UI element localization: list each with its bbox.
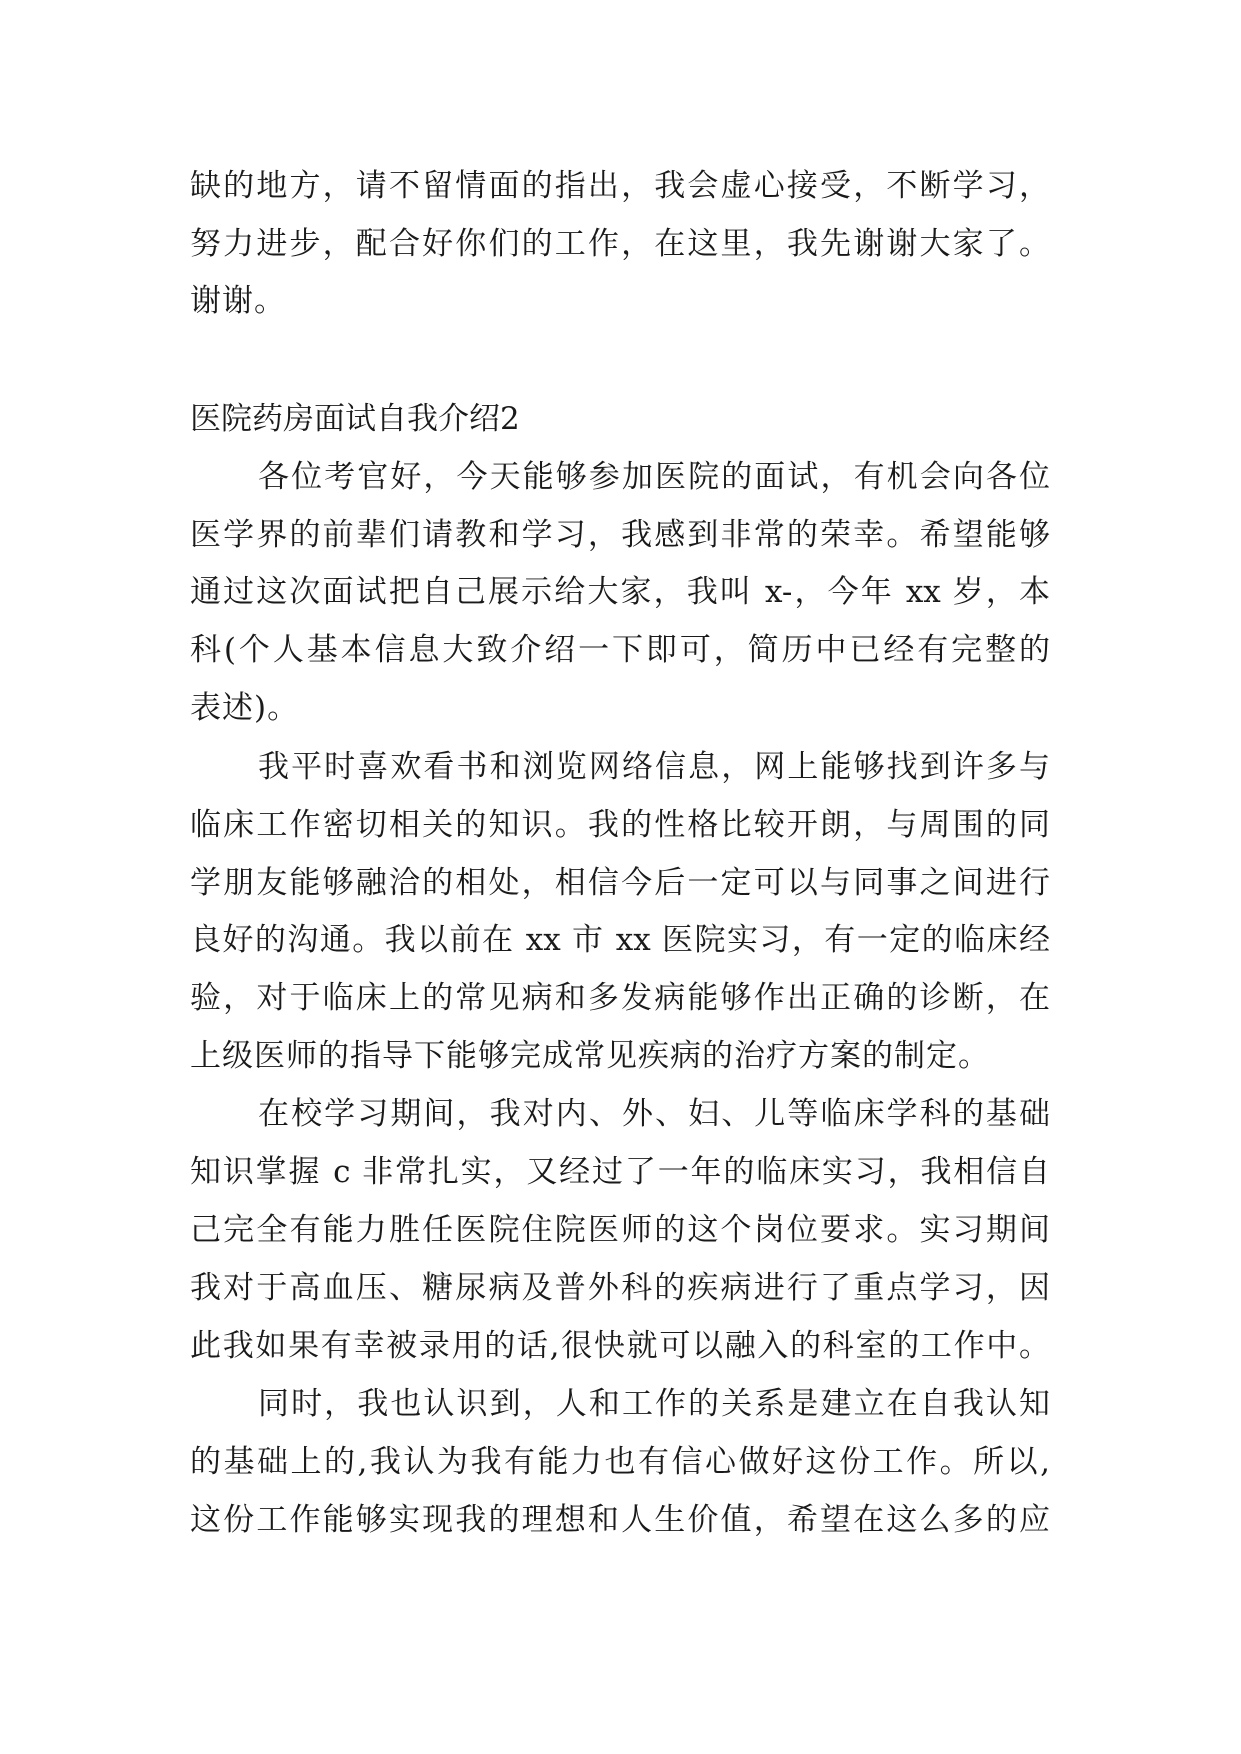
text-line: 这份工作能够实现我的理想和人生价值，希望在这么多的应 <box>190 1502 1050 1538</box>
text-line: 己完全有能力胜任医院住院医师的这个岗位要求。实习期间 <box>190 1212 1050 1248</box>
text-line: 缺的地方，请不留情面的指出，我会虚心接受，不断学习， <box>190 168 1050 204</box>
text-line: 我平时喜欢看书和浏览网络信息，网上能够找到许多与 <box>258 749 1050 785</box>
text-line: 学朋友能够融洽的相处，相信今后一定可以与同事之间进行 <box>190 865 1050 901</box>
text-line: 各位考官好，今天能够参加医院的面试，有机会向各位 <box>258 459 1050 495</box>
text-line: 在校学习期间，我对内、外、妇、儿等临床学科的基础 <box>258 1096 1050 1132</box>
text-line: 谢谢。 <box>190 283 286 319</box>
text-line: 努力进步，配合好你们的工作，在这里，我先谢谢大家了。 <box>190 226 1050 262</box>
text-line: 表述)。 <box>190 690 300 726</box>
text-line: 我对于高血压、糖尿病及普外科的疾病进行了重点学习，因 <box>190 1270 1050 1306</box>
text-line: 上级医师的指导下能够完成常见疾病的治疗方案的制定。 <box>190 1038 990 1074</box>
text-line: 此我如果有幸被录用的话,很快就可以融入的科室的工作中。 <box>190 1328 1050 1364</box>
text-line: 医学界的前辈们请教和学习，我感到非常的荣幸。希望能够 <box>190 517 1050 553</box>
text-line: 科(个人基本信息大致介绍一下即可，简历中已经有完整的 <box>190 632 1050 668</box>
text-line: 知识掌握 c 非常扎实，又经过了一年的临床实习，我相信自 <box>190 1154 1050 1190</box>
text-line: 同时，我也认识到，人和工作的关系是建立在自我认知 <box>258 1386 1050 1422</box>
text-line: 验，对于临床上的常见病和多发病能够作出正确的诊断，在 <box>190 980 1050 1016</box>
text-line: 通过这次面试把自己展示给大家，我叫 x-，今年 xx 岁，本 <box>190 574 1050 610</box>
section-title: 医院药房面试自我介绍2 <box>190 401 520 437</box>
text-line: 良好的沟通。我以前在 xx 市 xx 医院实习，有一定的临床经 <box>190 922 1050 958</box>
text-line: 临床工作密切相关的知识。我的性格比较开朗，与周围的同 <box>190 807 1050 843</box>
text-line: 的基础上的,我认为我有能力也有信心做好这份工作。所以, <box>190 1444 1050 1480</box>
